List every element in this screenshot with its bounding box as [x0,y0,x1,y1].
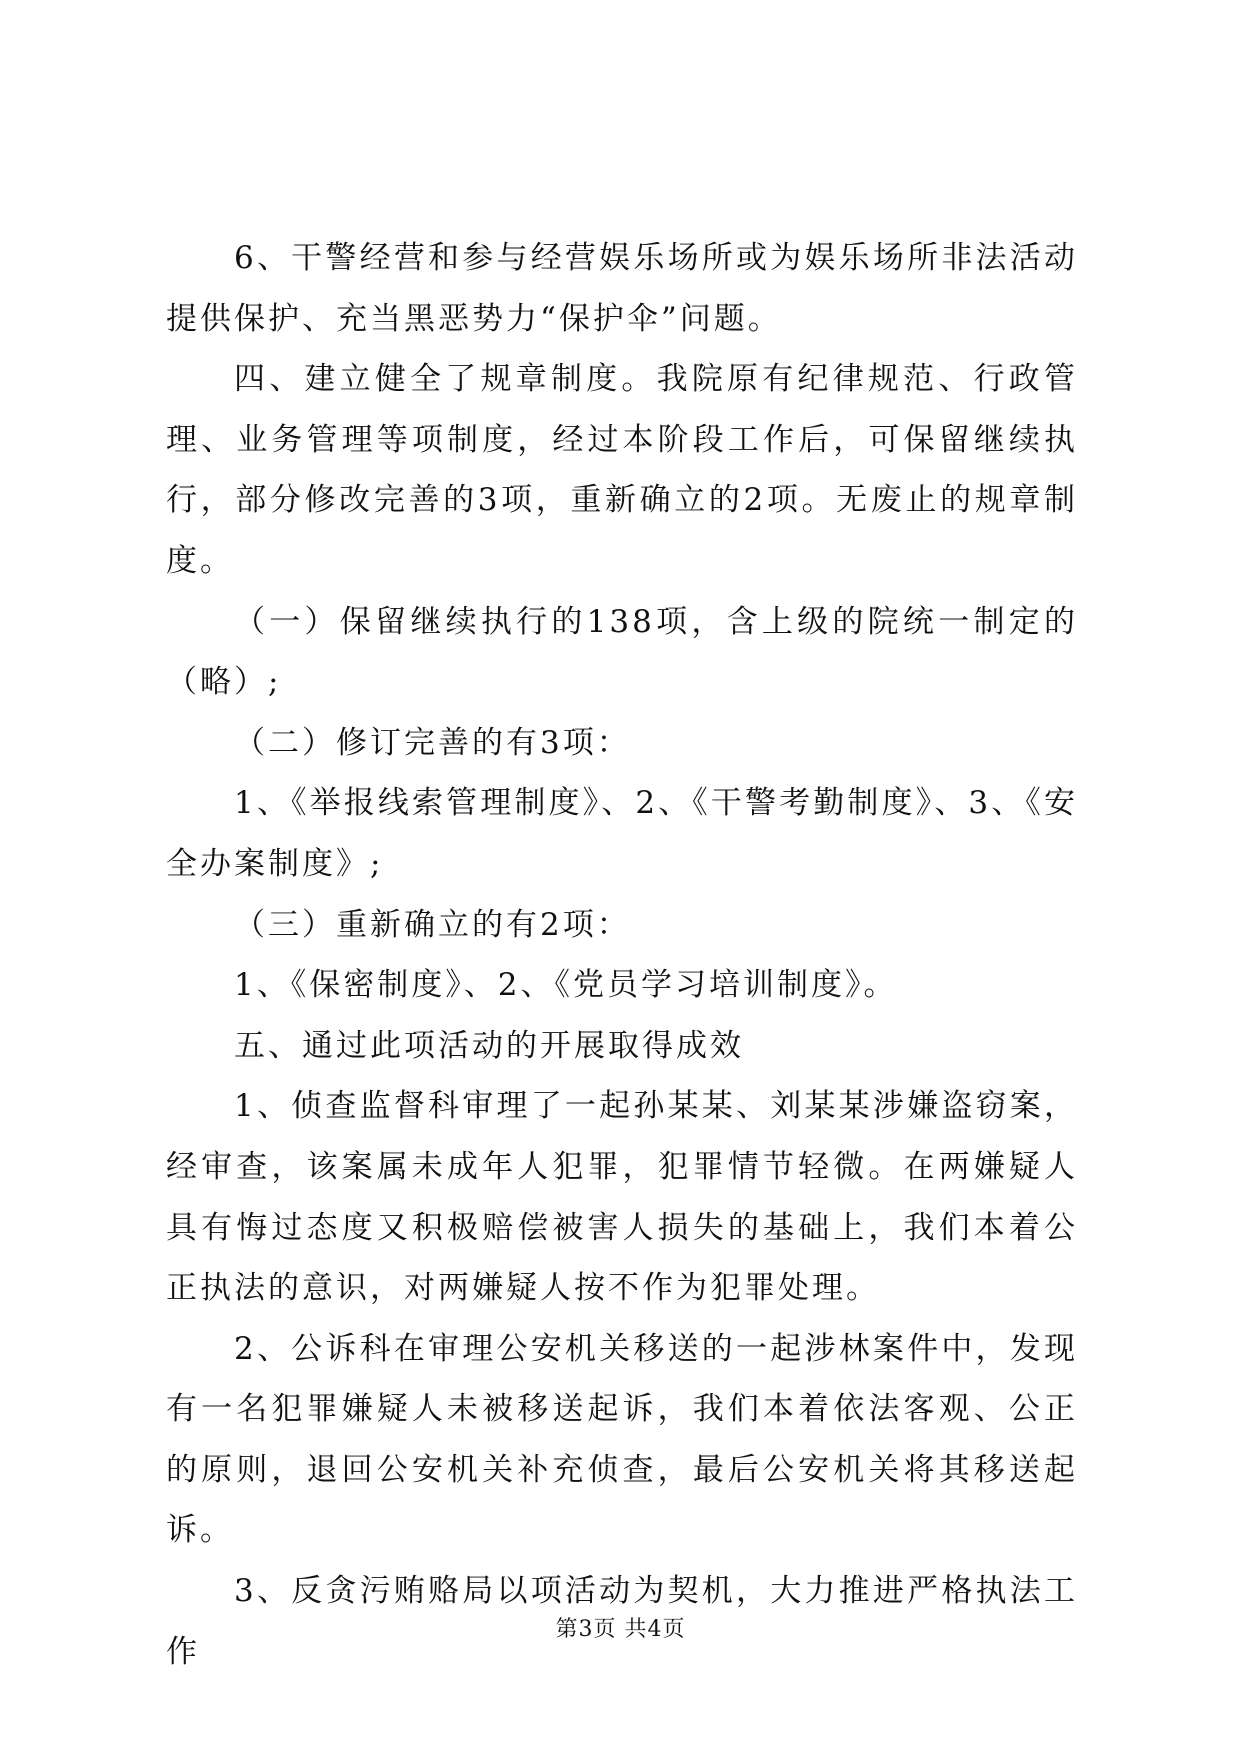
paragraph-result-2: 2、公诉科在审理公安机关移送的一起涉林案件中，发现有一名犯罪嫌疑人未被移送起诉，我们本着依法客观、公正的原则，退回公安机关补充侦查，最后公安机关将其移送起诉。 [166,1330,1078,1549]
paragraph-revised-list: 1、《举报线索管理制度》、2、《干警考勤制度》、3、《安全办案制度》; [166,785,1078,882]
page-footer: 第3页 共4页 [555,1617,686,1642]
paragraph-result-1: 1、侦查监督科审理了一起孙某某、刘某某涉嫌盗窃案，经审查，该案属未成年人犯罪，犯罪情节轻微。在两嫌疑人具有悔过态度又积极赔偿被害人损失的基础上，我们本着公正执法的意识，对两嫌疑人按不作为犯罪处理。 [166,1088,1078,1307]
document-body [166,228,1078,1682]
paragraph-new-list: 1、《保密制度》、2、《党员学习培训制度》。 [234,967,898,1004]
paragraph-sub-1: （一）保留继续执行的138项，含上级的院统一制定的（略）; [166,603,1078,701]
paragraph-section-4: 四、建立健全了规章制度。我院原有纪律规范、行政管理、业务管理等项制度，经过本阶段工作后，可保留继续执行，部分修改完善的3项，重新确立的2项。无废止的规章制度。 [166,361,1078,579]
paragraph-section-5: 五、通过此项活动的开展取得成效 [234,1027,744,1064]
paragraph-result-3: 3、反贪污贿赂局以项活动为契机，大力推进严格执法工作 [166,1573,1078,1670]
paragraph-sub-3: （三）重新确立的有2项： [234,906,631,943]
paragraph-sub-2: （二）修订完善的有3项： [234,724,631,761]
paragraph-item-6: 6、干警经营和参与经营娱乐场所或为娱乐场所非法活动提供保护、充当黑恶势力“保护伞”问题。 [166,240,1078,337]
